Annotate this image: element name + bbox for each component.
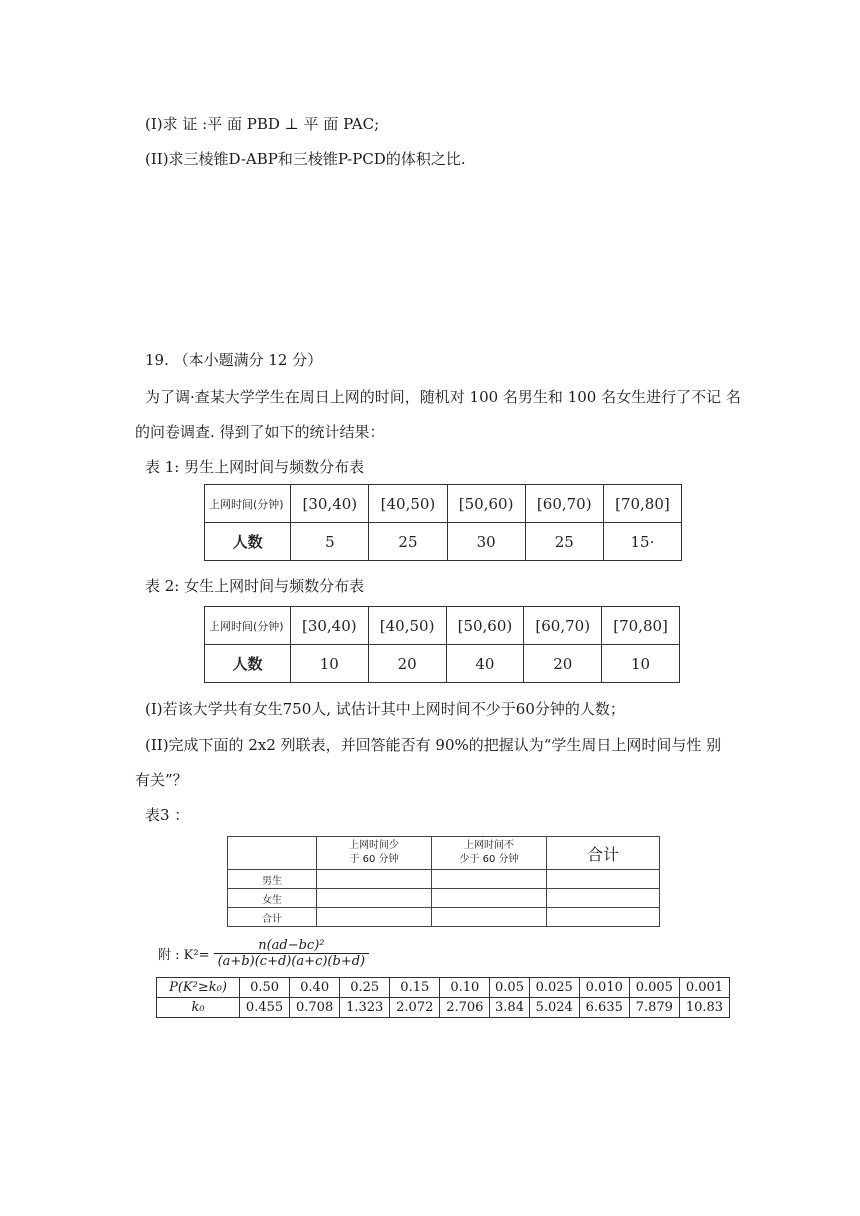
table2-interval: [30,40) [290,607,368,645]
table2-count: 10 [602,645,680,683]
table1-interval: [50,60) [447,485,525,523]
q19-part2-line1: (II)完成下面的 2x2 列联表，并回答能否有 90%的把握认为“学生周日上网时间与性 别 [145,736,722,754]
table1-row-label: 人数 [205,523,291,561]
table2-row-label: 人数 [205,645,291,683]
table3-empty-cell [317,908,432,927]
table-row [228,837,660,870]
table1-interval: [30,40) [291,485,369,523]
table3-corner [228,837,317,870]
table-row [205,485,682,523]
table3-col3-header: 合计 [547,837,660,870]
table3-col1-line2: 于 60 分钟 [349,854,399,865]
table1-header-label: 上网时间(分钟) [205,485,291,523]
table3-row-label: 合计 [228,908,317,927]
table4-k-cell: 0.455 [240,998,290,1018]
table4-k-cell: 1.323 [340,998,390,1018]
table3-row-label: 男生 [228,870,317,889]
table-row [228,908,660,927]
table2-interval: [40,50) [368,607,446,645]
table2-count: 20 [368,645,446,683]
formula-denominator: (a+b)(c+d)(a+c)(b+d) [217,954,366,969]
table1-count: 25 [369,523,447,561]
table3-col2-line2: 少于 60 分钟 [459,854,519,865]
part2-volume-text: (II)求三棱锥D-ABP和三棱锥P-PCD的体积之比. [145,150,466,168]
table3-col2-line1: 上网时间不 [464,840,514,851]
table3-empty-cell [547,889,660,908]
formula-numerator: n(ad−bc)² [214,938,370,954]
table4-k-cell: 2.706 [440,998,490,1018]
table4-critical-values [156,977,730,1018]
table4-k-cell: 10.83 [679,998,729,1018]
table-row [205,607,680,645]
table4-prob-cell: 0.25 [340,978,390,998]
q19-intro-line1: 为了调·查某大学学生在周日上网的时间，随机对 100 名男生和 100 名女生进行了不记 名 [145,388,741,406]
table4-prob-cell: 0.001 [679,978,729,998]
table1-caption: 表 1: 男生上网时间与频数分布表 [145,458,365,476]
table4-prob-cell: 0.15 [390,978,440,998]
table-row [157,978,730,998]
formula-prefix: 附 : K²= [158,948,210,963]
table4-prob-cell: 0.05 [490,978,529,998]
table3-col2-header [432,837,547,870]
formula-fraction [214,938,370,969]
q19-heading: 19. （本小题满分 12 分） [145,351,323,369]
part1-prove-text: (I)求 证 :平 面 PBD ⊥ 平 面 PAC; [145,115,380,133]
table3-caption: 表3 ： [145,806,190,824]
table3-empty-cell [432,908,547,927]
table4-k-cell: 2.072 [390,998,440,1018]
table-row [228,870,660,889]
table2-female-distribution [204,606,680,683]
table4-prob-cell: 0.10 [440,978,490,998]
table2-count: 20 [524,645,602,683]
table3-empty-cell [317,870,432,889]
q19-part2-line2: 有关”？ [135,771,188,789]
table1-count: 30 [447,523,525,561]
table-row [205,645,680,683]
table-row [228,889,660,908]
table4-k-cell: 5.024 [529,998,579,1018]
table1-interval: [40,50) [369,485,447,523]
table4-row2-label: k₀ [157,998,240,1018]
table2-header-label: 上网时间(分钟) [205,607,291,645]
table2-count: 40 [446,645,524,683]
table3-empty-cell [547,870,660,889]
table3-empty-cell [432,889,547,908]
table2-interval: [50,60) [446,607,524,645]
table4-prob-cell: 0.005 [629,978,679,998]
table1-count: 15· [603,523,681,561]
table4-row1-label: P(K²≥k₀) [157,978,240,998]
table1-count: 5 [291,523,369,561]
table2-caption: 表 2: 女生上网时间与频数分布表 [145,577,365,595]
table3-contingency [227,836,660,927]
table-row [205,523,682,561]
table1-count: 25 [525,523,603,561]
table1-interval: [60,70) [525,485,603,523]
table3-col1-header [317,837,432,870]
table2-interval: [70,80] [602,607,680,645]
table1-male-distribution [204,484,682,561]
table4-k-cell: 0.708 [290,998,340,1018]
table3-col1-line1: 上网时间少 [349,840,399,851]
table4-prob-cell: 0.50 [240,978,290,998]
table3-row-label: 女生 [228,889,317,908]
table4-prob-cell: 0.40 [290,978,340,998]
table4-k-cell: 6.635 [579,998,629,1018]
table2-count: 10 [290,645,368,683]
table3-empty-cell [547,908,660,927]
table4-k-cell: 7.879 [629,998,679,1018]
table1-interval: [70,80] [603,485,681,523]
table4-prob-cell: 0.025 [529,978,579,998]
q19-part1: (I)若该大学共有女生750人, 试估计其中上网时间不少于60分钟的人数； [145,700,625,718]
table4-prob-cell: 0.010 [579,978,629,998]
table-row [157,998,730,1018]
table3-empty-cell [317,889,432,908]
chi-square-formula [158,938,369,969]
table4-k-cell: 3.84 [490,998,529,1018]
q19-intro-line2: 的问卷调查. 得到了如下的统计结果： [135,423,385,441]
table3-empty-cell [432,870,547,889]
table2-interval: [60,70) [524,607,602,645]
